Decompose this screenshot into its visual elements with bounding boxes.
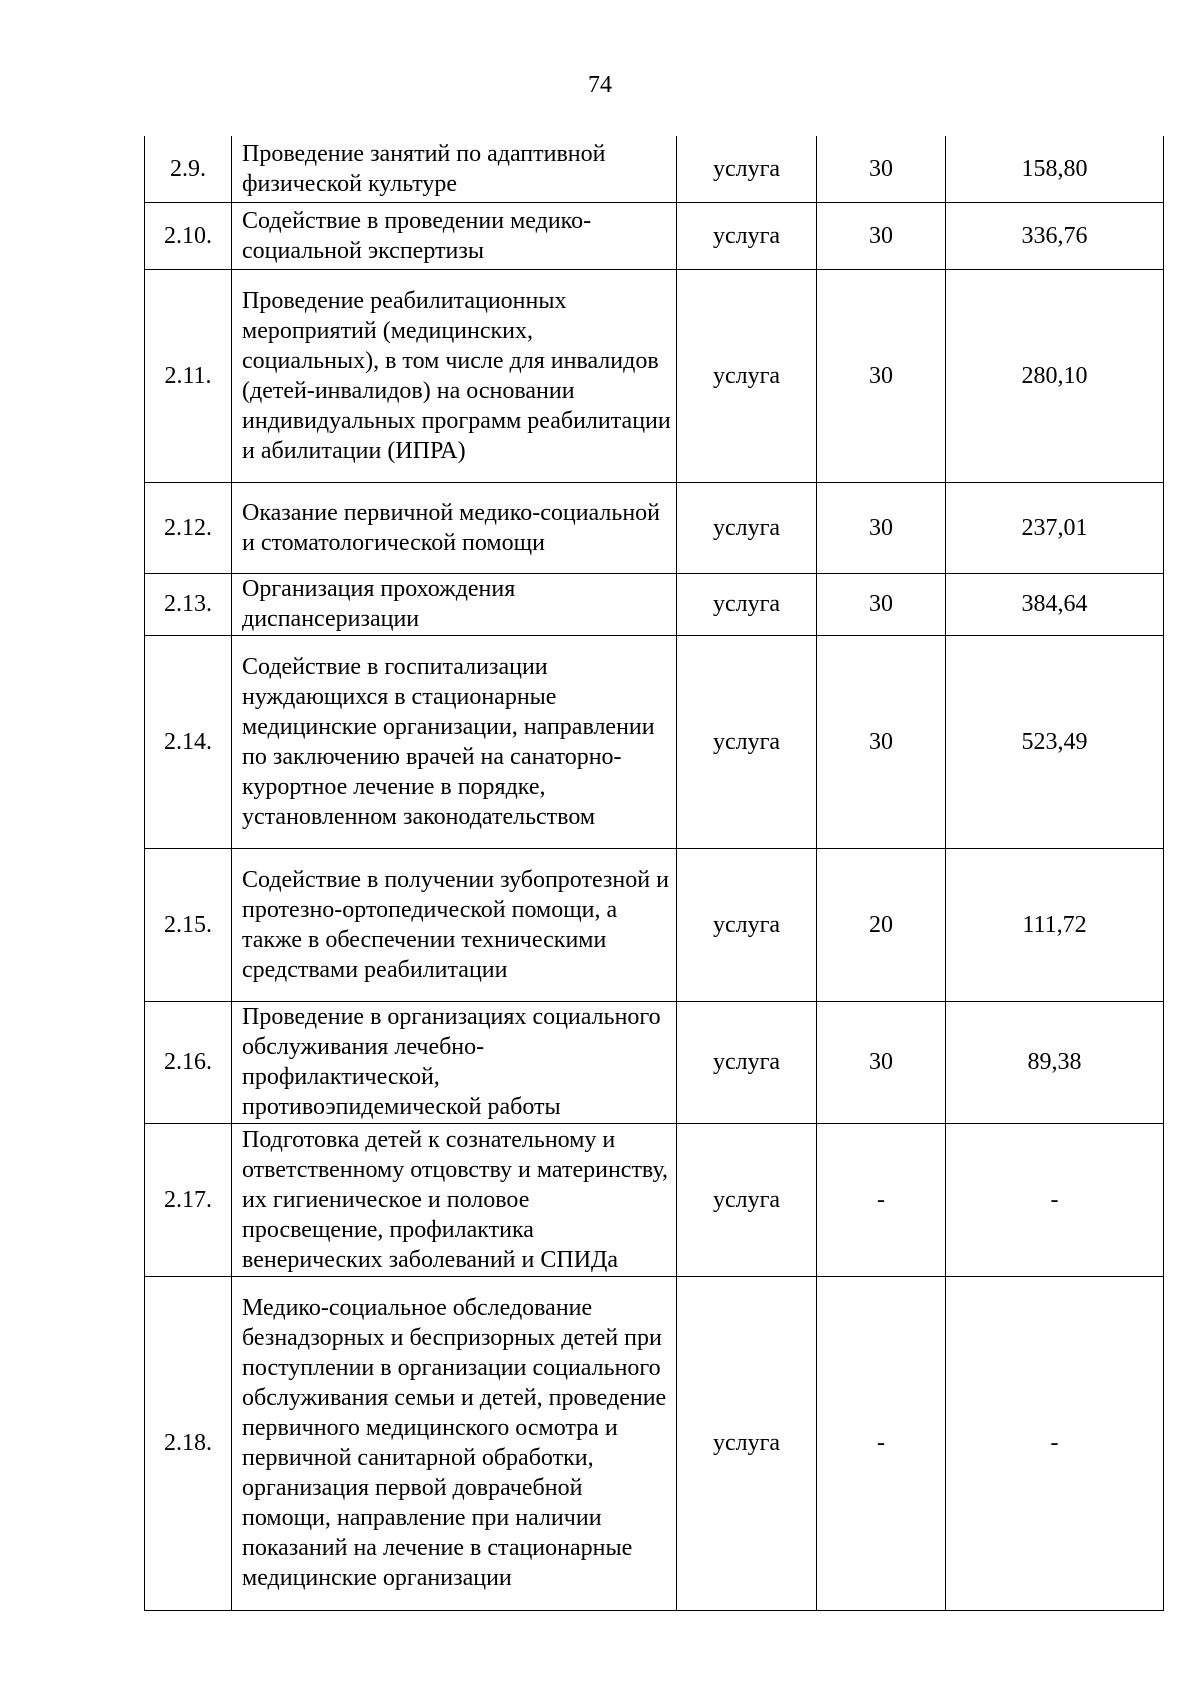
row-number-cell: 2.9. [145,136,232,202]
unit-cell: услуга [677,136,817,202]
table-row [145,848,1164,1001]
row-number-cell: 2.18. [145,1276,232,1610]
unit-cell: услуга [677,269,817,482]
price-cell: 523,49 [946,635,1164,848]
service-name-cell: Содействие в госпитализации нуждающихся в стационарные медицинские организации, направлении по заключению врачей на санаторно-курортное лечение в порядке, установленном законодательством [232,635,677,848]
table-row [145,1276,1164,1610]
quantity-cell: 30 [817,1001,946,1123]
quantity-cell: 30 [817,482,946,573]
table-row [145,635,1164,848]
unit-cell: услуга [677,848,817,1001]
price-cell: 336,76 [946,202,1164,269]
table-row [145,136,1164,202]
unit-cell: услуга [677,573,817,635]
unit-cell: услуга [677,1001,817,1123]
page-number: 74 [588,72,612,98]
table-row [145,1123,1164,1276]
service-name-cell: Проведение в организациях социального обслуживания лечебно-профилактической, противоэпидемической работы [232,1001,677,1123]
row-number-cell: 2.15. [145,848,232,1001]
service-name-cell: Подготовка детей к сознательному и ответственному отцовству и материнству, их гигиеническое и половое просвещение, профилактика венерических заболеваний и СПИДа [232,1123,677,1276]
service-name-cell: Оказание первичной медико-социальной и стоматологической помощи [232,482,677,573]
unit-cell: услуга [677,635,817,848]
quantity-cell: 30 [817,269,946,482]
price-cell: 111,72 [946,848,1164,1001]
service-name-cell: Проведение занятий по адаптивной физической культуре [232,136,677,202]
price-cell: - [946,1276,1164,1610]
table-body [145,136,1164,1610]
unit-cell: услуга [677,1123,817,1276]
unit-cell: услуга [677,1276,817,1610]
quantity-cell: 30 [817,136,946,202]
price-cell: 89,38 [946,1001,1164,1123]
quantity-cell: - [817,1276,946,1610]
row-number-cell: 2.14. [145,635,232,848]
table-row [145,482,1164,573]
price-cell: 280,10 [946,269,1164,482]
table-row [145,1001,1164,1123]
row-number-cell: 2.13. [145,573,232,635]
row-number-cell: 2.17. [145,1123,232,1276]
unit-cell: услуга [677,202,817,269]
price-cell: 158,80 [946,136,1164,202]
table-row [145,269,1164,482]
services-table [144,136,1164,1611]
service-name-cell: Медико-социальное обследование безнадзорных и беспризорных детей при поступлении в организации социального обслуживания семьи и детей, проведение первичного медицинского осмотра и первичной санитарной обработки, организация первой доврачебной помощи, направление при наличии показаний на лечение в стационарные медицинские организации [232,1276,677,1610]
table-row [145,202,1164,269]
price-cell: - [946,1123,1164,1276]
service-name-cell: Проведение реабилитационных мероприятий (медицинских, социальных), в том числе для инвалидов (детей-инвалидов) на основании индивидуальных программ реабилитации и абилитации (ИПРА) [232,269,677,482]
row-number-cell: 2.11. [145,269,232,482]
quantity-cell: 30 [817,202,946,269]
table-row [145,573,1164,635]
unit-cell: услуга [677,482,817,573]
service-name-cell: Организация прохождения диспансеризации [232,573,677,635]
price-cell: 384,64 [946,573,1164,635]
quantity-cell: 20 [817,848,946,1001]
row-number-cell: 2.16. [145,1001,232,1123]
service-name-cell: Содействие в проведении медико-социальной экспертизы [232,202,677,269]
quantity-cell: - [817,1123,946,1276]
quantity-cell: 30 [817,573,946,635]
row-number-cell: 2.10. [145,202,232,269]
row-number-cell: 2.12. [145,482,232,573]
quantity-cell: 30 [817,635,946,848]
service-name-cell: Содействие в получении зубопротезной и протезно-ортопедической помощи, а также в обеспечении техническими средствами реабилитации [232,848,677,1001]
price-cell: 237,01 [946,482,1164,573]
